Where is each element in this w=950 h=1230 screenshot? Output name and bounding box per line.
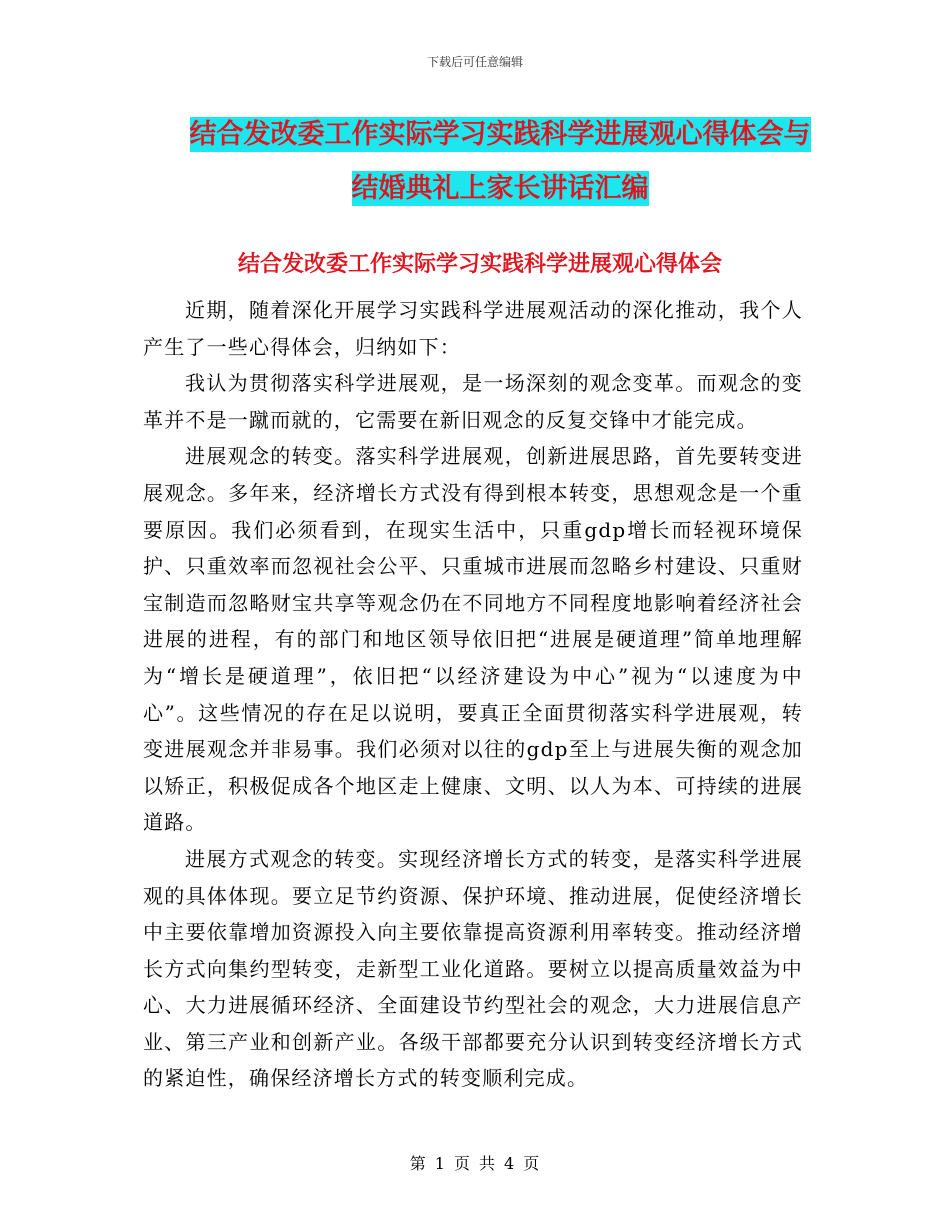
page-word: 第: [409, 1154, 427, 1173]
document-title: [140, 108, 860, 216]
body-paragraph: 近期，随着深化开展学习实践科学进展观活动的深化推动，我个人产生了一些心得体会，归纳如下：: [143, 298, 803, 359]
body-paragraph: 进展观念的转变。落实科学进展观，创新进展思路，首先要转变进展观念。多年来，经济增长方式没有得到根本转变，思想观念是一个重要原因。我们必须看到，在现实生活中，只重gdp增长而轻视环境保护、只重效率而忽视社会公平、只重城市进展而忽略乡村建设、只重财宝制造而忽略财宝共享等观念仍在不同地方不同程度地影响着经济社会进展的进程，有的部门和地区领导依旧把“进展是硬道理”简单地理解为“增长是硬道理”，依旧把“以经济建设为中心”视为“以速度为中心”。这些情况的存在足以说明，要真正全面贯彻落实科学进展观，转变进展观念并非易事。我们必须对以往的gdp至上与进展失衡的观念加以矫正，积极促成各个地区走上健康、文明、以人为本、可持续的进展道路。: [143, 444, 803, 835]
document-title-line-2: 结婚典礼上家长讲话汇编: [351, 173, 649, 204]
page-unit: 页: [453, 1154, 471, 1173]
body-paragraph: 进展方式观念的转变。实现经济增长方式的转变，是落实科学进展观的具体体现。要立足节约资源、保护环境、推动进展，促使经济增长中主要依靠增加资源投入向主要依靠提高资源利用率转变。推动经济增长方式向集约型转变，走新型工业化道路。要树立以提高质量效益为中心、大力进展循环经济、全面建设节约型社会的观念，大力进展信息产业、第三产业和创新产业。各级干部都要充分认识到转变经济增长方式的紧迫性，确保经济增长方式的转变顺利完成。: [143, 846, 803, 1091]
section-heading: 结合发改委工作实际学习实践科学进展观心得体会: [237, 251, 722, 277]
page-header-note: 下载后可任意编辑: [426, 55, 523, 69]
page-total-number: 4: [504, 1154, 516, 1173]
total-unit: 页: [523, 1154, 541, 1173]
total-word: 共: [479, 1154, 497, 1173]
document-title-line-1: 结合发改委工作实际学习实践科学进展观心得体会与: [189, 119, 811, 150]
body-paragraph: 我认为贯彻落实科学进展观，是一场深刻的观念变革。而观念的变革并不是一蹴而就的，它需要在新旧观念的反复交锋中才能完成。: [143, 371, 803, 432]
page-footer: [0, 1152, 950, 1176]
document-body: [143, 292, 803, 1097]
page-current-number: 1: [434, 1154, 446, 1173]
